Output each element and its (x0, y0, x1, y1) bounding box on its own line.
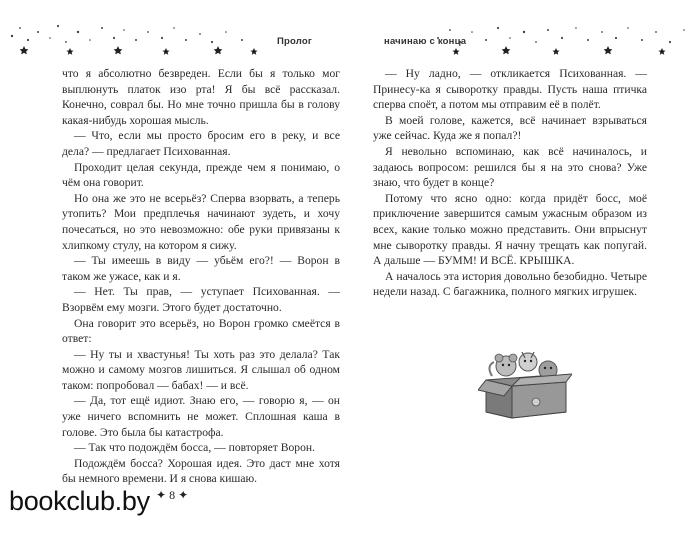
watermark: bookclub.by (9, 486, 150, 516)
running-head-left: Пролог (277, 36, 313, 47)
paragraph: Она говорит это всерьёз, но Ворон громко смеётся в ответ: (62, 316, 340, 346)
paragraph: что я абсолютно безвреден. Если бы я только мог выплюнуть платок изо рта! Я бы всё рассказал. Конечно, соврал бы. Но мне точно пришла бы в голову какая-нибудь хорошая мысль. (62, 67, 340, 127)
paragraph: — Ну ты и хвастунья! Ты хоть раз это делала? Так можно и самому мозгов лишиться. Я слышал об одном таком: попробовал — бабах! — и всё. (62, 347, 340, 392)
paragraph: Подождём босса? Хорошая идея. Это даст мне хотя бы немного времени. И я снова кишаю. (62, 456, 340, 486)
stars-decoration-right (430, 18, 694, 58)
paragraph: Потому что ясно одно: когда придёт босс, моё приключение завершится самым ужасным образом из всех, какие только можно представить. Они впрыснут мне сыворотку правды. Я начну трещать как попугай. А дальше — БУММ! И ВСЁ. КРЫШКА. (373, 191, 647, 268)
toy-box-illustration-icon (478, 346, 572, 420)
right-page-text (373, 66, 647, 300)
running-head-right: начинаю с конца (384, 36, 467, 47)
paragraph: В моей голове, кажется, всё начинает взрываться уже сейчас. Куда же я попал?! (373, 113, 647, 143)
star-icon: ✦ (178, 488, 189, 502)
paragraph: — Что, если мы просто бросим его в реку, и все дела? — предлагает Психованная. (62, 129, 340, 158)
page-number-value: 8 (169, 488, 176, 502)
paragraph: Я невольно вспоминаю, как всё начиналось, и задаюсь вопросом: решился бы я на это снова? Уже знаю, что будет в конце? (373, 144, 647, 190)
page-number (156, 488, 188, 503)
paragraph: А началось эта история довольно безобидно. Четыре недели назад. С багажника, полного мягких игрушек. (373, 269, 647, 299)
paragraph: — Да, тот ещё идиот. Знаю его, — говорю я, — он уже ничего вспомнить не может. Сплошная каша в голове. Это была бы катастрофа. (62, 394, 340, 439)
paragraph: — Ты имеешь в виду — убьём его?! — Ворон в таком же ужасе, как и я. (62, 254, 340, 283)
star-icon: ✦ (156, 488, 167, 502)
paragraph: Проходит целая секунда, прежде чем я понимаю, о чём она говорит. (62, 160, 340, 190)
paragraph: — Ну ладно, — откликается Психованная. — Принесу-ка я сыворотку правды. Пусть наша птичка сперва споёт, а потом мы отправим её в полёт. (373, 67, 647, 112)
stars-decoration-left (6, 18, 266, 58)
paragraph: Но она же это не всерьёз? Сперва взорвать, а теперь утопить? Мои предплечья начинают зудеть, и хочу почесаться, но это невозможно: обе руки привязаны к хлипкому стулу, на котором я сижу. (62, 191, 340, 252)
paragraph: — Так что подождём босса, — повторяет Ворон. (74, 441, 315, 455)
left-page-text (62, 66, 340, 487)
paragraph: — Нет. Ты прав, — уступает Психованная. — Взорвём ему мозги. Этого будет достаточно. (62, 285, 340, 314)
